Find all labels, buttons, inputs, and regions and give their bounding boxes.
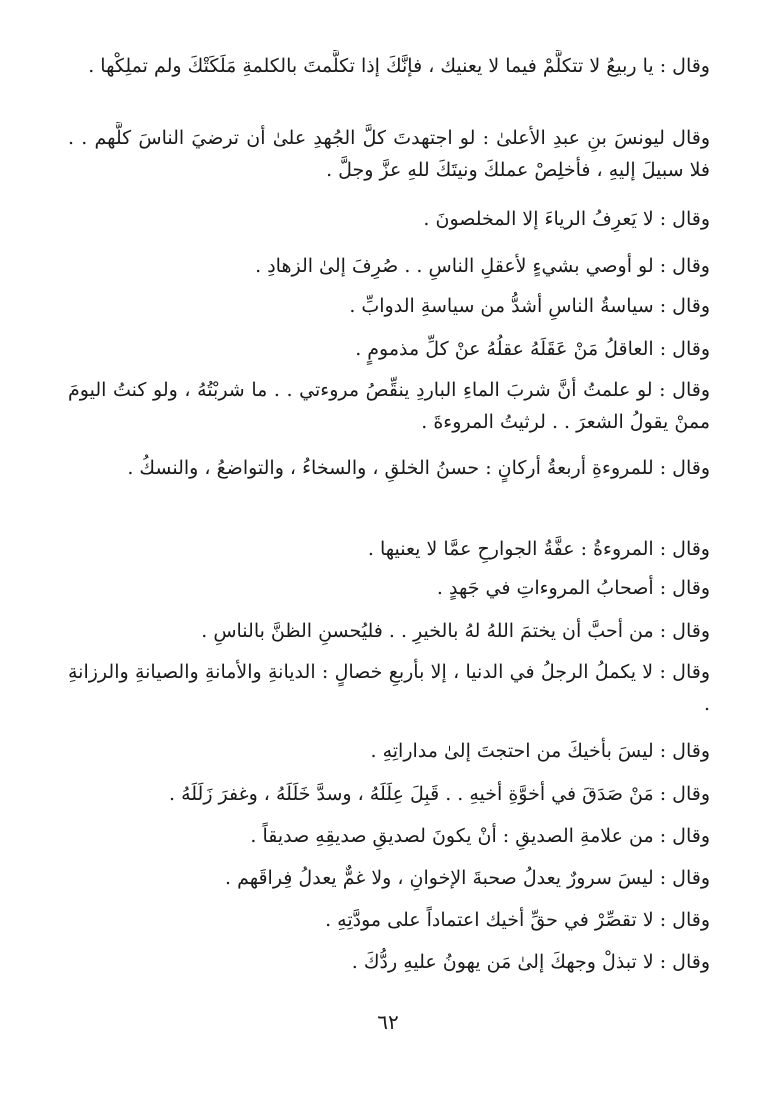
paragraph-16: وقال : ليسَ سرورٌ يعدلُ صحبةَ الإخوانِ ، ولا غمٌّ يعدلُ فِراقَهم .	[224, 867, 710, 889]
paragraph-7: وقال : لو علمتُ أنَّ شربَ الماءِ الباردِ ينقِّصُ مروءتي . . ما شربْتُهُ ، ولو كنتُ اليومَ ممنْ يقولُ الشعرَ . . لرثيتُ المروءةَ .	[68, 379, 710, 433]
paragraph-17: وقال : لا تقصِّرْ في حقِّ أخيك اعتماداً على مودَّتِهِ .	[325, 909, 710, 931]
paragraph-10: وقال : أصحابُ المروءاتِ في جَهدٍ .	[436, 577, 710, 599]
paragraph-9: وقال : المروءةُ : عفَّةُ الجوارحِ عمَّا لا يعنيها .	[367, 538, 710, 560]
paragraph-6: وقال : العاقلُ مَنْ عَقَلَهُ عقلُهُ عنْ كلِّ مذمومٍ .	[355, 338, 710, 360]
paragraph-12: وقال : لا يكملُ الرجلُ في الدنيا ، إلا بأربعِ خصالٍ : الديانةِ والأمانةِ والصيانةِ والرزانةِ .	[68, 661, 710, 715]
paragraph-2: وقال ليونسَ بنِ عبدِ الأعلىٰ : لو اجتهدتَ كلَّ الجُهدِ علىٰ أن ترضيَ الناسَ كلَّهم . . فلا سبيلَ إليهِ ، فأخلِصْ عملكَ ونيتَكَ للهِ عزَّ وجلَّ .	[68, 127, 710, 181]
paragraph-5: وقال : سياسةُ الناسِ أشدُّ من سياسةِ الدوابِّ .	[349, 295, 710, 317]
paragraph-18: وقال : لا تبذلْ وجهكَ إلىٰ مَن يهونُ عليهِ ردُّكَ .	[351, 951, 710, 973]
paragraph-11: وقال : من أحبَّ أن يختمَ اللهُ لهُ بالخيرِ . . فليُحسنِ الظنَّ بالناسِ .	[201, 620, 710, 642]
paragraph-1: وقال : يا ربيعُ لا تتكلَّمْ فيما لا يعنيك ، فإنَّكَ إذا تكلَّمتَ بالكلمةِ مَلَكَتْكَ ولم تملِكْها .	[88, 55, 710, 77]
paragraph-8: وقال : للمروءةِ أربعةُ أركانٍ : حسنُ الخلقِ ، والسخاءُ ، والتواضعُ ، والنسكُ .	[127, 457, 710, 479]
paragraph-3: وقال : لا يَعرِفُ الرياءَ إلا المخلصونَ .	[423, 208, 710, 230]
paragraph-4: وقال : لو أوصي بشيءٍ لأعقلِ الناسِ . . صُرِفَ إلىٰ الزهادِ .	[255, 255, 710, 277]
page-number: ٦٢	[377, 1010, 399, 1034]
paragraph-15: وقال : من علامةِ الصديقِ : أنْ يكونَ لصديقِ صديقِهِ صديقاً .	[250, 825, 710, 847]
paragraph-13: وقال : ليسَ بأخيكَ من احتجتَ إلىٰ مداراتِهِ .	[370, 740, 710, 762]
paragraph-14: وقال : مَنْ صَدَقَ في أخوَّةِ أخيهِ . . قَبِلَ عِلَلَهُ ، وسدَّ خَلَلَهُ ، وغفرَ زَلَلَهُ .	[169, 783, 710, 805]
